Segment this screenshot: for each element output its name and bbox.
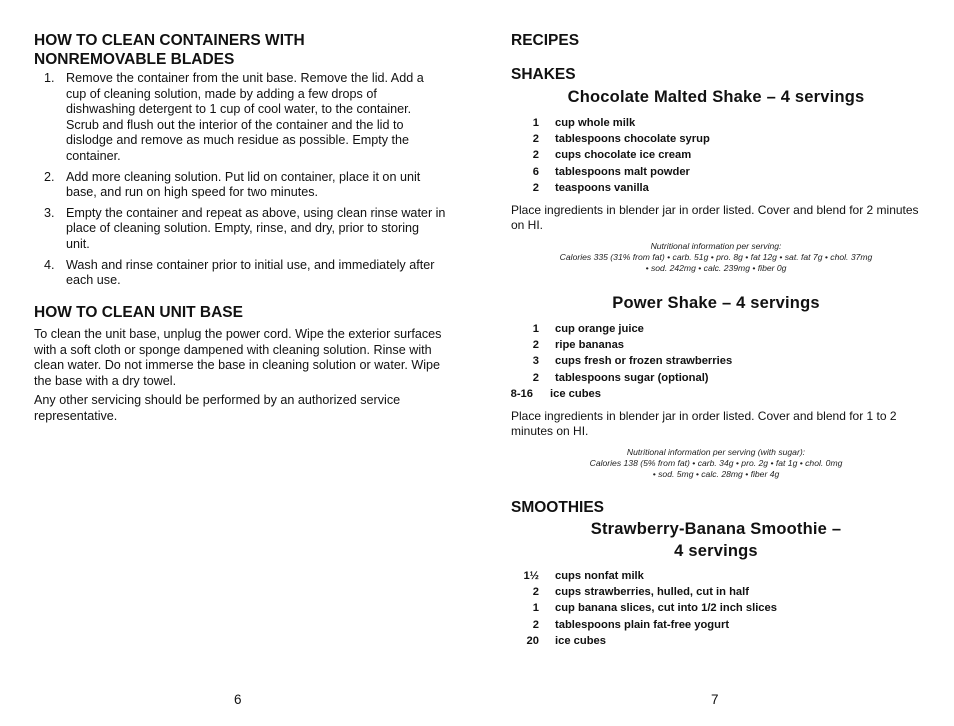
list-item xyxy=(34,170,446,201)
unit-base-paragraph: To clean the unit base, unplug the power cord. Wipe the exterior surfaces with a soft cloth or sponge dampened with cleaning solution. Rinse with clean water. Do not immerse the base in cleaning solution or water. Wipe the base with a dry towel. xyxy=(34,327,442,388)
list-item xyxy=(511,568,921,584)
ingredient-qty: 2 xyxy=(532,371,539,384)
section-title-clean-containers: HOW TO CLEAN CONTAINERS WITH NONREMOVABLE BLADES xyxy=(34,32,305,68)
ingredient-qty: 2 xyxy=(532,618,539,631)
ingredient-qty: 6 xyxy=(532,165,539,178)
nutrition-line: • sod. 242mg • calc. 239mg • fiber 0g xyxy=(645,263,787,273)
list-item xyxy=(511,321,921,337)
nutrition-line: Calories 335 (31% from fat) • carb. 51g • pro. 8g • fat 12g • sat. fat 7g • chol. 37mg xyxy=(559,252,873,262)
recipe-title-power-shake: Power Shake – 4 servings xyxy=(612,294,820,312)
nutrition-line: Calories 138 (5% from fat) • carb. 34g • pro. 2g • fat 1g • chol. 0mg xyxy=(589,458,843,468)
recipes-heading: RECIPES xyxy=(511,32,580,49)
ingredient-item: ripe bananas xyxy=(555,339,625,352)
step-text: Empty the container and repeat as above, using clean rinse water in place of cleaning solution. Empty, rinse, and dry, prior to storing unit. xyxy=(66,205,446,251)
step-text: Remove the container from the unit base. Remove the lid. Add a cup of cleaning solution, made by adding a few drops of dishwashing detergent to 1 cup of cool water, to the container. Scrub and flush out the interior of the container and the lid to dislodge and remove as much residue as possible. Empty the container. xyxy=(66,71,424,163)
list-item xyxy=(511,633,921,649)
list-item xyxy=(511,131,921,147)
nutrition-info-chocolate-malted-shake xyxy=(511,241,921,274)
list-item xyxy=(511,337,921,353)
ingredient-item: tablespoons chocolate syrup xyxy=(555,133,710,146)
page-number-left: 6 xyxy=(234,692,242,707)
section-title-clean-unit-base: HOW TO CLEAN UNIT BASE xyxy=(34,304,243,321)
step-number: 3. xyxy=(44,205,55,220)
step-number: 2. xyxy=(44,169,55,184)
ingredient-qty: 1 xyxy=(532,323,539,335)
list-item xyxy=(34,258,446,289)
ingredient-item: tablespoons malt powder xyxy=(555,165,690,178)
ingredient-qty: 8-16 xyxy=(510,387,533,400)
list-item xyxy=(511,370,921,386)
ingredient-qty: 1 xyxy=(532,117,539,129)
ingredient-list-chocolate-malted-shake xyxy=(511,115,921,196)
recipe-title-strawberry-banana-smoothie xyxy=(511,518,921,562)
ingredient-item: ice cubes xyxy=(555,634,606,647)
ingredient-item: cups strawberries, hulled, cut in half xyxy=(555,586,749,599)
ingredient-item: cup orange juice xyxy=(555,323,644,335)
list-item xyxy=(34,206,446,253)
list-item xyxy=(511,584,921,600)
step-text: Add more cleaning solution. Put lid on container, place it on unit base, and run on high speed for two minutes. xyxy=(66,169,421,200)
recipe-title-line: Strawberry-Banana Smoothie – xyxy=(590,520,842,538)
ingredient-list-strawberry-banana-smoothie xyxy=(511,568,921,649)
ingredient-item: ice cubes xyxy=(550,387,601,400)
list-item xyxy=(34,71,446,165)
nutrition-heading: Nutritional information per serving: xyxy=(650,241,782,251)
step-number: 4. xyxy=(44,257,55,272)
page-number-right: 7 xyxy=(711,692,719,707)
ingredient-qty: 1½ xyxy=(523,570,539,582)
ingredient-qty: 2 xyxy=(532,181,539,194)
ingredient-item: cup banana slices, cut into 1/2 inch slices xyxy=(555,602,777,615)
list-item xyxy=(511,600,921,616)
list-item xyxy=(511,386,921,402)
step-number: 1. xyxy=(44,71,55,85)
ingredient-item: tablespoons plain fat-free yogurt xyxy=(555,618,730,631)
ingredient-list-power-shake xyxy=(511,321,921,402)
ingredient-item: cups fresh or frozen strawberries xyxy=(555,355,733,368)
nutrition-line: • sod. 5mg • calc. 28mg • fiber 4g xyxy=(652,469,780,479)
ingredient-qty: 3 xyxy=(532,355,539,368)
ingredient-qty: 20 xyxy=(526,634,539,647)
shakes-heading: SHAKES xyxy=(511,66,576,83)
ingredient-qty: 2 xyxy=(532,149,539,162)
list-item xyxy=(511,353,921,369)
ingredient-qty: 2 xyxy=(532,586,539,599)
ingredient-item: cup whole milk xyxy=(555,117,636,129)
ingredient-item: cups nonfat milk xyxy=(555,570,644,582)
list-item xyxy=(511,617,921,633)
ingredient-qty: 2 xyxy=(532,339,539,352)
ingredient-qty: 1 xyxy=(532,602,539,615)
list-item xyxy=(511,164,921,180)
recipe-title-chocolate-malted-shake: Chocolate Malted Shake – 4 servings xyxy=(567,88,865,106)
nutrition-info-power-shake xyxy=(511,447,921,480)
nutrition-heading: Nutritional information per serving (with sugar): xyxy=(626,447,806,457)
ingredient-item: tablespoons sugar (optional) xyxy=(555,371,709,384)
ingredient-item: teaspoons vanilla xyxy=(555,181,649,194)
servicing-paragraph: Any other servicing should be performed by an authorized service representative. xyxy=(34,393,401,423)
step-text: Wash and rinse container prior to initial use, and immediately after each use. xyxy=(66,257,435,288)
ingredient-qty: 2 xyxy=(532,133,539,146)
cleaning-steps-list xyxy=(34,71,446,294)
smoothies-heading: SMOOTHIES xyxy=(511,499,605,516)
list-item xyxy=(511,180,921,196)
ingredient-item: cups chocolate ice cream xyxy=(555,149,692,162)
directions-chocolate-malted-shake: Place ingredients in blender jar in order listed. Cover and blend for 2 minutes on HI. xyxy=(511,203,919,233)
recipe-title-line: 4 servings xyxy=(674,542,758,560)
list-item xyxy=(511,115,921,131)
list-item xyxy=(511,147,921,163)
directions-power-shake: Place ingredients in blender jar in order listed. Cover and blend for 1 to 2 minutes on HI. xyxy=(511,409,897,439)
